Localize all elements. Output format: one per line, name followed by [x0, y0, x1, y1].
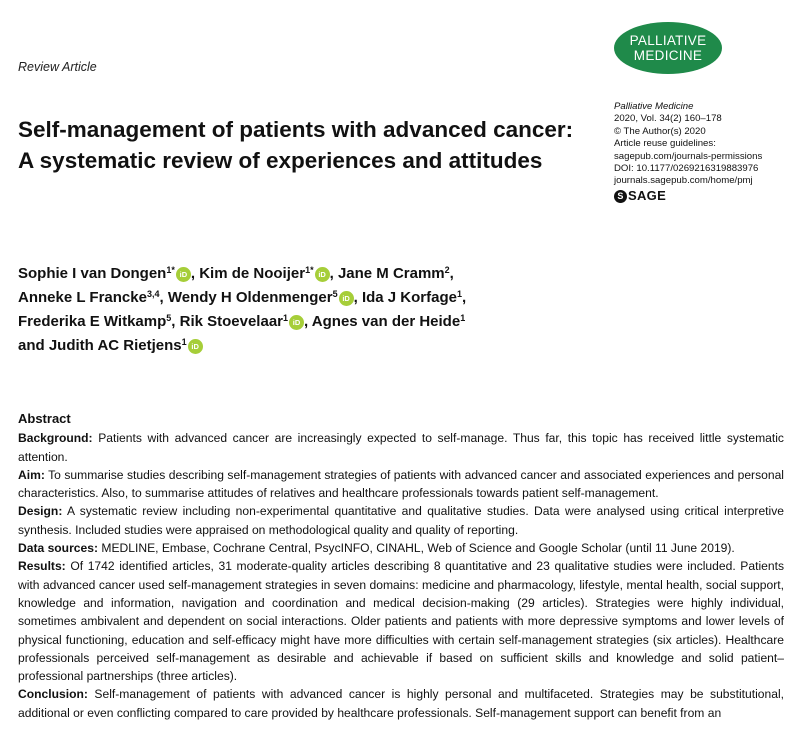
journal-logo [614, 22, 722, 74]
article-type: Review Article [18, 60, 97, 74]
orcid-icon[interactable]: iD [339, 291, 354, 306]
abstract-heading: Abstract [18, 411, 71, 426]
author: Rik Stoevelaar$^1$ [179, 313, 289, 330]
reuse-link[interactable]: sagepub.com/journals-permissions [614, 150, 763, 162]
orcid-icon[interactable]: iD [315, 267, 330, 282]
abstract-aim: Aim: To summarise studies describing self-management strategies of patients with advanced cancer and associated experiences and personal characteristics. Also, to summarise attitudes of relatives and healthcare professionals towards patient self-management. [18, 467, 784, 501]
publisher-logo [614, 190, 762, 203]
author: Wendy H Oldenmenger$^5$ [167, 289, 338, 306]
author-list: Sophie I van Dongen$^{1*}$ iD , Kim de Nooijer$^{1*}$ iD , Jane M Cramm$^2$, Anneke L Francke$^{3,4}$, Wendy H Oldenmenger$^5$ iD , Ida J Korfage$^1$, Frederika E Witkamp$^5$, Rik Stoevelaar$^1$ iD , Agnes van der Heide$^1$ and Judith AC Rietjens$^1$ iD [18, 265, 467, 354]
doi[interactable]: DOI: 10.1177/0269216319883976 [614, 163, 759, 175]
journal-logo-line1: PALLIATIVE [629, 33, 707, 48]
reuse-label: Article reuse guidelines: [614, 138, 716, 150]
copyright: © The Author(s) 2020 [614, 125, 706, 137]
orcid-icon[interactable]: iD [176, 267, 191, 282]
orcid-icon[interactable]: iD [188, 339, 203, 354]
sage-circle-icon: S [614, 190, 627, 203]
abstract-background: Background: Patients with advanced cancer are increasingly expected to self-manage. Thus far, this topic has received little systematic attention. [18, 431, 784, 464]
journal-metadata [614, 101, 762, 203]
abstract-data-sources: Data sources: MEDLINE, Embase, Cochrane Central, PsycINFO, CINAHL, Web of Science and Google Scholar (until 11 June 2019). [18, 541, 735, 556]
abstract-results: Results: Of 1742 identified articles, 31 moderate-quality articles describing 8 quantitative and 23 qualitative studies were included. Patients with advanced cancer used self-management strategies in seven domains: medicine and pharmacology, lifestyle, mental health, social support, knowledge and information, navigation and coordination and medical decision-making (29 articles). Strategies were highly individual, sometimes ambivalent and dependent on social interactions. Older patients and patients with more depressive symptoms and lower levels of physical functioning, education and self-efficacy might have more difficulties with certain self-management strategies (six articles). Healthcare professionals perceived self-management as desirable and achievable if based on sufficient skills and knowledge and solid patient–professional partnerships (three articles). [18, 559, 784, 684]
journal-url[interactable]: journals.sagepub.com/home/pmj [614, 175, 753, 187]
author: Sophie I van Dongen$^{1*}$ [18, 265, 175, 282]
journal-logo-line2: MEDICINE [633, 48, 703, 63]
journal-volume: 2020, Vol. 34(2) 160–178 [614, 113, 722, 125]
article-title: Self-management of patients with advanced cancer: A systematic review of experiences and attitudes [18, 117, 574, 173]
abstract [18, 410, 784, 722]
author: Anneke L Francke$^{3,4}$ [18, 289, 160, 306]
author: Frederika E Witkamp$^5$ [18, 313, 172, 330]
publisher-name: SAGE [628, 188, 667, 204]
author: Jane M Cramm$^2$ [337, 265, 450, 282]
author: and Judith AC Rietjens$^1$ [18, 337, 187, 354]
orcid-icon[interactable]: iD [289, 315, 304, 330]
abstract-conclusion: Conclusion: Self-management of patients with advanced cancer is highly personal and multifaceted. Strategies may be substitutional, additional or even conflicting compared to care provided by healthcare professionals. Self-management support can benefit from an [18, 687, 784, 720]
author: Ida J Korfage$^1$ [361, 289, 462, 306]
author: Kim de Nooijer$^{1*}$ [199, 265, 314, 282]
abstract-design: Design: A systematic review including non-experimental quantitative and qualitative studies. Data were analysed using critical interpretive synthesis. Included studies were appraised on methodological quality and quality of reporting. [18, 504, 784, 537]
author: Agnes van der Heide$^1$ [311, 313, 466, 330]
journal-name: Palliative Medicine [614, 101, 694, 112]
